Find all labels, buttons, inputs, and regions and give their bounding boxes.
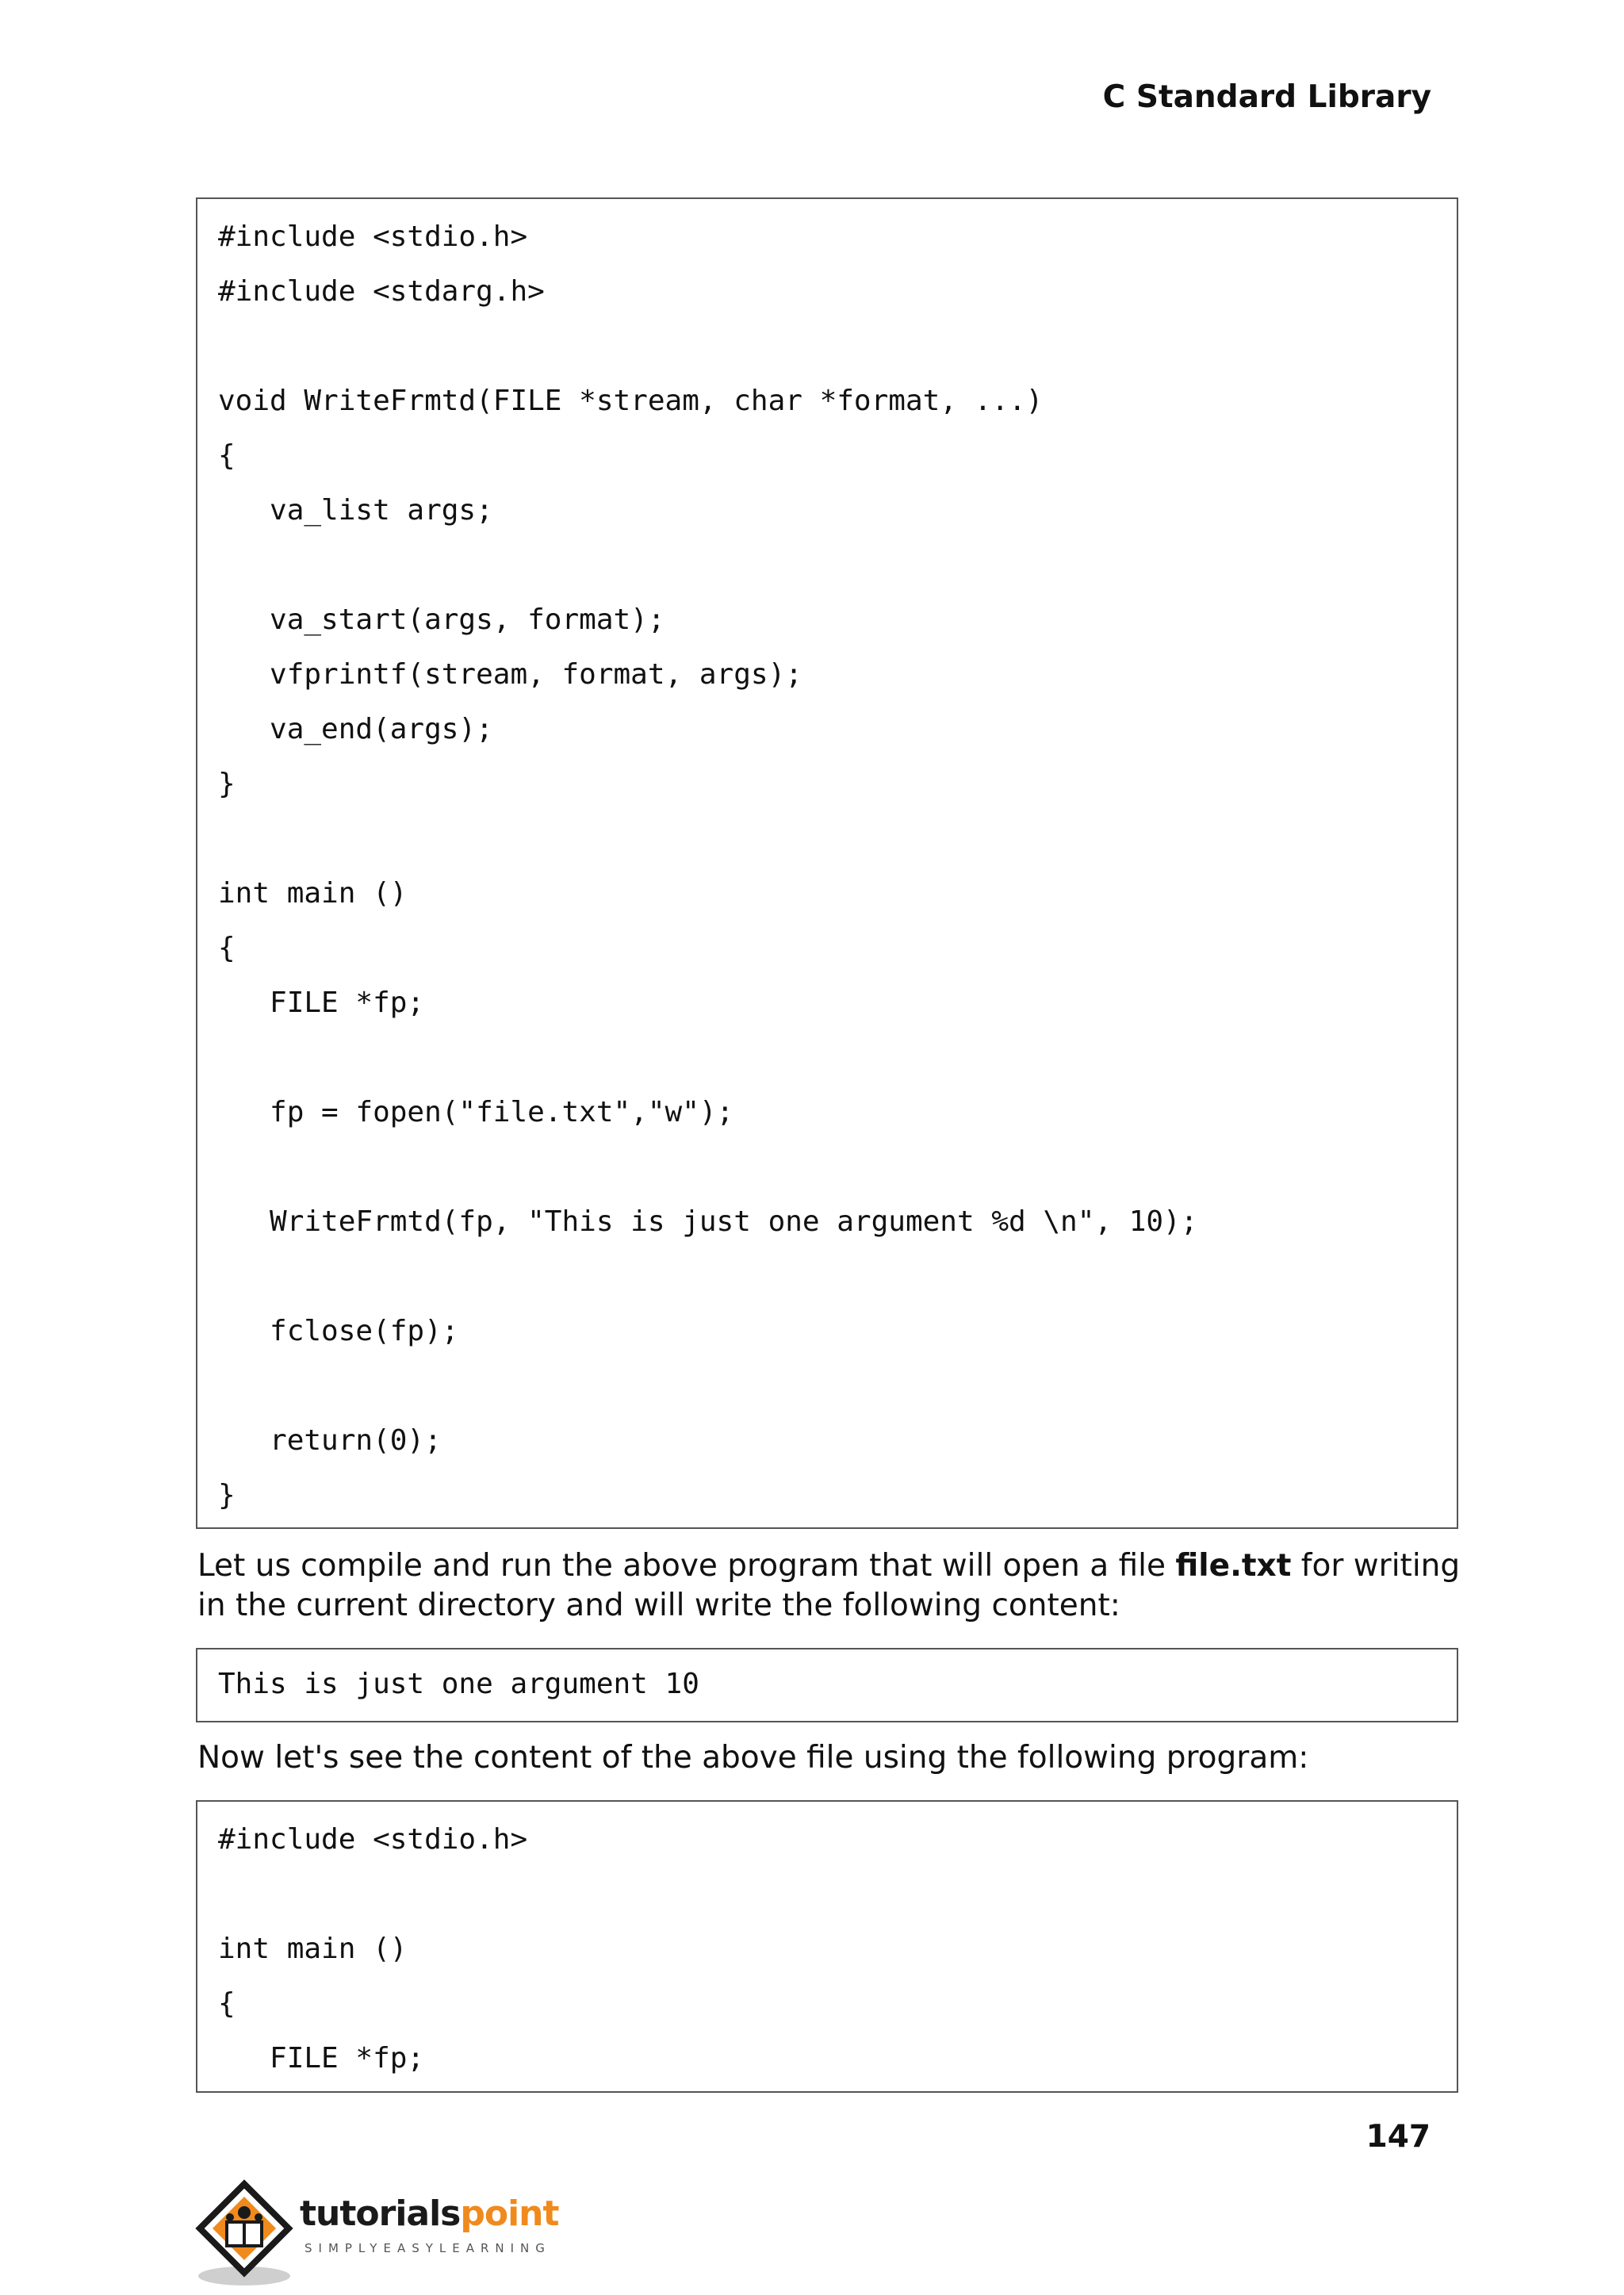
logo-word-tutorials: tutorials (300, 2193, 461, 2234)
logo-tagline: SIMPLYEASYLEARNING (304, 2241, 551, 2255)
logo-emblem-icon (195, 2179, 298, 2290)
code-line: int main () (218, 1933, 408, 1965)
code-line: vfprintf(stream, format, args); (218, 658, 802, 691)
body-paragraph-read: Now let's see the content of the above file using the following program: (197, 1740, 1309, 1776)
output-line: This is just one argument 10 (218, 1668, 699, 1700)
logo-wordmark (300, 2193, 559, 2234)
paragraph-text: for writing (1291, 1548, 1461, 1584)
code-line: #include <stdio.h> (218, 220, 528, 253)
code-line: { (218, 932, 236, 964)
code-line: va_end(args); (218, 713, 493, 745)
code-line: #include <stdio.h> (218, 1823, 528, 1856)
code-line: { (218, 1987, 236, 2020)
paragraph-text: Let us compile and run the above program that will open a file (197, 1548, 1176, 1584)
code-block-writefrmtd (196, 197, 1458, 1529)
code-line: #include <stdarg.h> (218, 275, 545, 308)
code-line: FILE *fp; (218, 987, 425, 1019)
code-line: } (218, 1479, 236, 1511)
output-block (196, 1648, 1458, 1722)
running-header-title: C Standard Library (1102, 79, 1431, 115)
code-line: fp = fopen("file.txt","w"); (218, 1096, 734, 1128)
code-line: va_list args; (218, 494, 493, 527)
code-line: { (218, 439, 236, 472)
code-line: fclose(fp); (218, 1315, 459, 1347)
body-paragraph-compile (197, 1546, 1466, 1626)
code-line: va_start(args, format); (218, 603, 665, 636)
code-line: WriteFrmtd(fp, "This is just one argument %d \n", 10); (218, 1205, 1198, 1238)
code-line: void WriteFrmtd(FILE *stream, char *format, ...) (218, 385, 1044, 417)
code-line: FILE *fp; (218, 2042, 425, 2075)
page-number: 147 (1365, 2119, 1431, 2155)
paragraph-text: in the current directory and will write the following content: (197, 1588, 1120, 1623)
code-line: int main () (218, 877, 408, 910)
filename-bold: file.txt (1175, 1548, 1292, 1584)
tutorialspoint-logo (195, 2179, 576, 2290)
code-block-read-file (196, 1800, 1458, 2093)
code-line: } (218, 768, 236, 800)
logo-word-point: point (460, 2193, 559, 2234)
code-line: return(0); (218, 1424, 442, 1457)
